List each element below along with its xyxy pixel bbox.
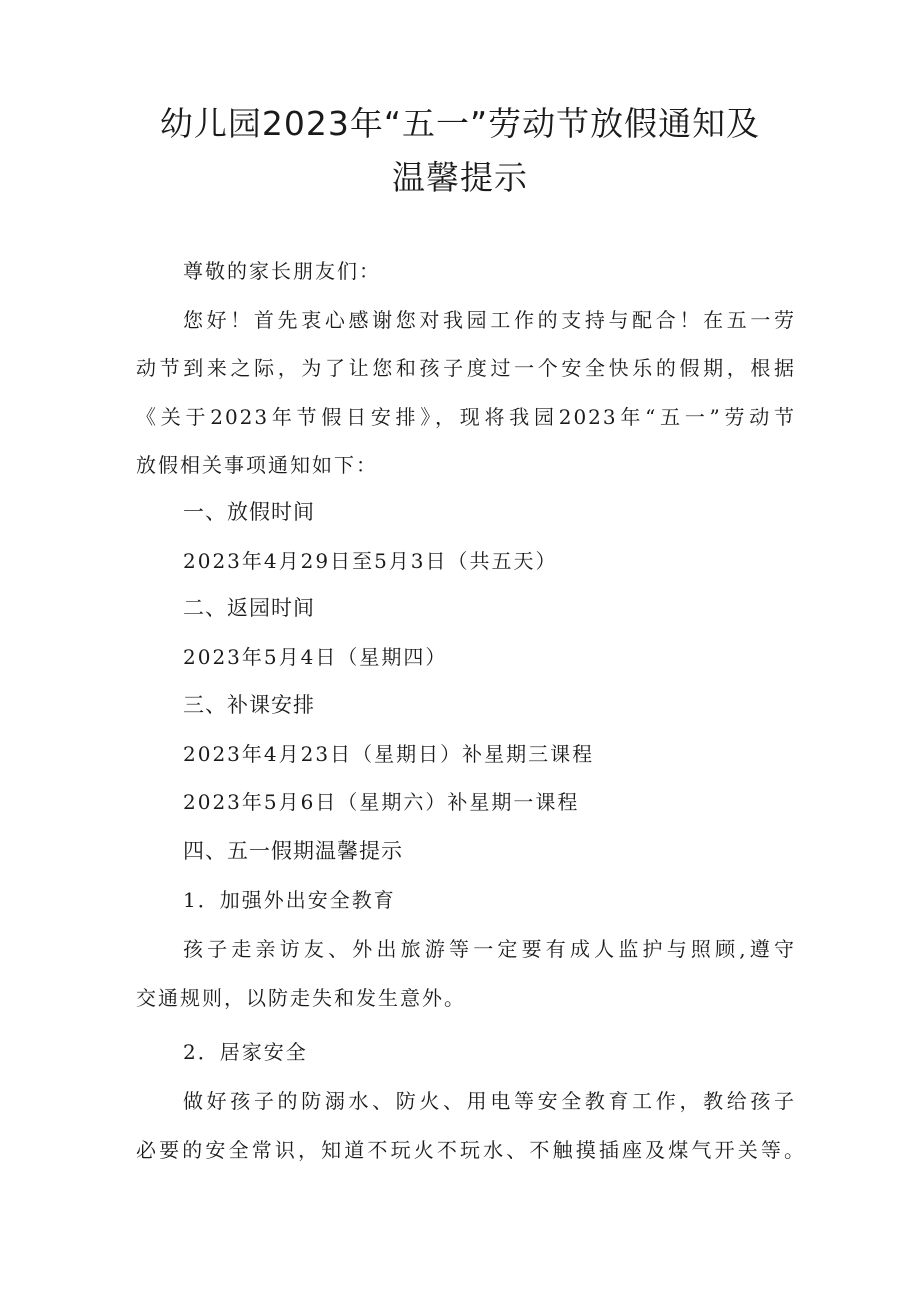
document-title-line-1: 幼儿园2023年“五一”劳动节放假通知及: [159, 104, 761, 143]
tip-2-body-line-2: 必要的安全常识，知道不玩火不玩水、不触摸插座及煤气开关等。: [136, 1138, 806, 1162]
section-3-heading: 三、补课安排: [183, 693, 315, 717]
tip-1-title: 1．加强外出安全教育: [183, 888, 396, 912]
section-3-content-line-2: 2023年5月6日（星期六）补星期一课程: [183, 790, 580, 814]
intro-line-4: 放假相关事项通知如下：: [136, 453, 378, 477]
salutation: 尊敬的家长朋友们：: [183, 259, 381, 283]
tip-1-body-line-2: 交通规则，以防走失和发生意外。: [136, 986, 466, 1010]
section-1-heading: 一、放假时间: [183, 500, 315, 524]
section-2-content: 2023年5月4日（星期四）: [183, 645, 448, 669]
tip-1-body-line-1: 孩子走亲访友、外出旅游等一定要有成人监护与照顾,遵守: [183, 937, 796, 961]
section-2-heading: 二、返园时间: [183, 596, 315, 620]
tip-2-title: 2．居家安全: [183, 1040, 308, 1064]
intro-line-2: 动节到来之际，为了让您和孩子度过一个安全快乐的假期，根据: [136, 356, 796, 380]
tip-2-body-line-1: 做好孩子的防溺水、防火、用电等安全教育工作，教给孩子: [183, 1089, 796, 1113]
intro-line-3: 《关于2023年节假日安排》，现将我园2023年“五一”劳动节: [136, 405, 796, 429]
document-title-line-2: 温馨提示: [392, 158, 528, 197]
section-1-content: 2023年4月29日至5月3日（共五天）: [183, 549, 558, 573]
intro-line-1: 您好！首先衷心感谢您对我园工作的支持与配合！在五一劳: [183, 308, 796, 332]
section-4-heading: 四、五一假期温馨提示: [183, 839, 403, 863]
section-3-content-line-1: 2023年4月23日（星期日）补星期三课程: [183, 742, 595, 766]
